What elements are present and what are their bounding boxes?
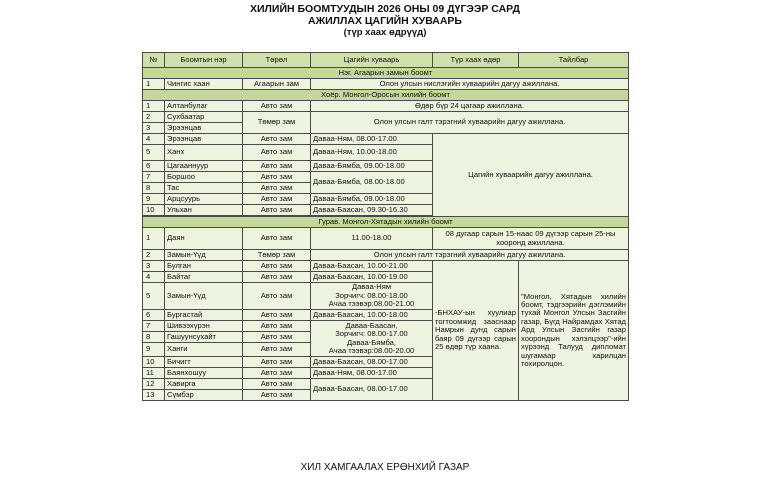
schedule: Даваа-Баасан, 10.00-19.00 xyxy=(311,272,433,283)
port-name: Даян xyxy=(165,228,243,250)
schedule: Даваа-Баасан, 09.30-16.30 xyxy=(311,205,433,216)
port-name: Эрээнцав xyxy=(165,134,243,145)
row-number: 2 xyxy=(143,112,165,123)
schedule: Даваа-Баасан, 08.00-17.00 xyxy=(311,357,433,368)
port-name: Замын-Үүд xyxy=(165,250,243,261)
schedule-merged: 08 дугаар сарын 15-наас 09 дүгээр сарын 25-ны хооронд ажиллана. xyxy=(433,228,629,250)
row-number: 12 xyxy=(143,379,165,390)
closure-note: -БНХАУ-ын хуулиар тогтоомжид зааснаар Намрын дунд сарын баяр 09 дүгээр сарын 25 өдөр түр хаана. xyxy=(433,261,519,401)
port-type: Авто зам xyxy=(243,161,311,172)
schedule: Даваа-Ням, 08.00-17.00 xyxy=(311,368,433,379)
port-name: Сүмбэр xyxy=(165,390,243,401)
row-number: 9 xyxy=(143,343,165,357)
port-type: Авто зам xyxy=(243,390,311,401)
schedule-line: Зорчигч: 08.00-18.00 xyxy=(335,290,408,300)
port-name: Эрээнцав xyxy=(165,123,243,134)
port-type: Авто зам xyxy=(243,272,311,283)
section-row xyxy=(143,217,629,228)
port-type: Авто зам xyxy=(243,134,311,145)
port-name: Сухбаатар xyxy=(165,112,243,123)
section-title: Хоёр. Монгол-Оросын хилийн боомт xyxy=(143,90,629,101)
port-type: Авто зам xyxy=(243,332,311,343)
port-name: Бургастай xyxy=(165,310,243,321)
table-row xyxy=(143,79,629,90)
header-remark: Тайлбар xyxy=(519,53,629,68)
russia-note: Цагийн хуваарийн дагуу ажиллана. xyxy=(433,134,629,217)
schedule-line: Ачаа тээвэр:08.00-21.00 xyxy=(328,299,415,309)
schedule-merged: Олон улсын галт тэрэгний хуваарийн дагуу ажиллана. xyxy=(311,250,629,261)
header-port-name: Боомтын нэр xyxy=(165,53,243,68)
schedule-merged: Олон улсын галт тэрэгний хуваарийн дагуу ажиллана. xyxy=(311,112,629,134)
port-name: Боршоо xyxy=(165,172,243,183)
schedule: Даваа-Ням, 10.00-18.00 xyxy=(311,145,433,161)
row-number: 6 xyxy=(143,310,165,321)
port-type: Авто зам xyxy=(243,321,311,332)
row-number: 5 xyxy=(143,145,165,161)
row-number: 11 xyxy=(143,368,165,379)
table-row xyxy=(143,134,629,145)
schedule: 11.00-18.00 xyxy=(311,228,433,250)
port-type: Авто зам xyxy=(243,205,311,216)
port-name: Тас xyxy=(165,183,243,194)
port-type: Авто зам xyxy=(243,172,311,183)
table-row xyxy=(143,261,629,272)
schedule: Даваа-Баасан, 08.00-17.00 xyxy=(311,379,433,401)
section-title: Нэг. Агаарын замын боомт xyxy=(143,68,629,79)
schedule-merged: Өдөр бүр 24 цагаар ажиллана. xyxy=(311,101,629,112)
document-subtitle: АЖИЛЛАХ ЦАГИЙН ХУВААРЬ xyxy=(308,15,462,27)
port-name: Баянхошуу xyxy=(165,368,243,379)
port-name: Чингис хаан xyxy=(165,79,243,90)
schedule-line: Зорчигч: 08.00-17.00 xyxy=(335,329,408,339)
table-row xyxy=(143,101,629,112)
row-number: 6 xyxy=(143,161,165,172)
header-type: Төрөл xyxy=(243,53,311,68)
document-title: ХИЛИЙН БООМТУУДЫН 2026 ОНЫ 09 ДҮГЭЭР САРД xyxy=(249,3,521,15)
row-number: 8 xyxy=(143,183,165,194)
remark-note: "Монгол, Хятадын хилийн боомт, тэдгээрийн дэглэмийн тухай Монгол Улсын Засгийн газар, Бүгд Найрамдах Хятад Ард Улсын Засгийн газар хоорондын хэлэлцээр"-ийн хүрээнд Талууд дипломат шугамаар харилцан тохиролцон. xyxy=(519,261,629,401)
port-type: Авто зам xyxy=(243,343,311,357)
row-number: 7 xyxy=(143,172,165,183)
table-row xyxy=(143,228,629,250)
schedule-line: Ачаа тээвэр:08.00-20.00 xyxy=(328,345,415,355)
port-name: Ульхан xyxy=(165,205,243,216)
port-type: Авто зам xyxy=(243,283,311,310)
port-name: Гашуунсухайт xyxy=(165,332,243,343)
row-number: 10 xyxy=(143,357,165,368)
port-name: Бичигт xyxy=(165,357,243,368)
port-type: Авто зам xyxy=(243,183,311,194)
document-note: (түр хаах өдрүүд) xyxy=(343,27,427,38)
port-type: Авто зам xyxy=(243,357,311,368)
port-name: Замын-Үүд xyxy=(165,283,243,310)
port-name: Арцсуурь xyxy=(165,194,243,205)
port-name: Байтаг xyxy=(165,272,243,283)
port-type: Авто зам xyxy=(243,261,311,272)
port-type: Төмөр зам xyxy=(243,250,311,261)
row-number: 3 xyxy=(143,123,165,134)
port-type: Авто зам xyxy=(243,101,311,112)
schedule-multi xyxy=(311,283,433,310)
row-number: 7 xyxy=(143,321,165,332)
row-number: 2 xyxy=(143,250,165,261)
port-name: Шивээхүрэн xyxy=(165,321,243,332)
port-type: Авто зам xyxy=(243,194,311,205)
schedule-multi xyxy=(311,321,433,357)
port-type: Авто зам xyxy=(243,368,311,379)
row-number: 1 xyxy=(143,101,165,112)
footer-organization: ХИЛ ХАМГААЛАХ ЕРӨНХИЙ ГАЗАР xyxy=(300,462,470,473)
row-number: 3 xyxy=(143,261,165,272)
row-number: 9 xyxy=(143,194,165,205)
section-row xyxy=(143,68,629,79)
port-name: Алтанбулаг xyxy=(165,101,243,112)
schedule-line: Даваа-Бямба, xyxy=(346,337,397,347)
port-type: Авто зам xyxy=(243,228,311,250)
row-number: 4 xyxy=(143,272,165,283)
schedule: Даваа-Баасан, 10.00-21.00 xyxy=(311,261,433,272)
schedule: Даваа-Бямба, 09.00-18.00 xyxy=(311,194,433,205)
header-closure: Түр хаах өдөр xyxy=(433,53,519,68)
port-type: Агаарын зам xyxy=(243,79,311,90)
row-number: 4 xyxy=(143,134,165,145)
port-type: Төмөр зам xyxy=(243,112,311,134)
port-type: Авто зам xyxy=(243,310,311,321)
port-name: Цагааннуур xyxy=(165,161,243,172)
schedule: Даваа-Бямба, 08.00-18.00 xyxy=(311,172,433,194)
schedule: Даваа-Бямба, 09.00-18.00 xyxy=(311,161,433,172)
port-type: Авто зам xyxy=(243,379,311,390)
row-number: 1 xyxy=(143,79,165,90)
port-name: Ханги xyxy=(165,343,243,357)
row-number: 1 xyxy=(143,228,165,250)
port-name: Хавирга xyxy=(165,379,243,390)
port-type: Авто зам xyxy=(243,145,311,161)
schedule-merged: Олон улсын нислэгийн хуваарийн дагуу ажиллана. xyxy=(311,79,629,90)
header-schedule: Цагийн хуваарь xyxy=(311,53,433,68)
schedule: Даваа-Ням, 08.00-17.00 xyxy=(311,134,433,145)
schedule: Даваа-Баасан, 10.00-18.00 xyxy=(311,310,433,321)
row-number: 10 xyxy=(143,205,165,216)
section-title: Гурав. Монгол-Хятадын хилийн боомт xyxy=(143,217,629,228)
schedule-table xyxy=(142,52,629,401)
row-number: 8 xyxy=(143,332,165,343)
section-row xyxy=(143,90,629,101)
schedule-line: Даваа-Баасан, xyxy=(345,320,398,330)
table-header-row xyxy=(143,53,629,68)
row-number: 5 xyxy=(143,283,165,310)
port-name: Ханх xyxy=(165,145,243,161)
port-name: Булган xyxy=(165,261,243,272)
schedule-line: Даваа-Ням xyxy=(351,282,392,292)
table-row xyxy=(143,112,629,123)
row-number: 13 xyxy=(143,390,165,401)
table-row xyxy=(143,250,629,261)
header-number: № xyxy=(143,53,165,68)
